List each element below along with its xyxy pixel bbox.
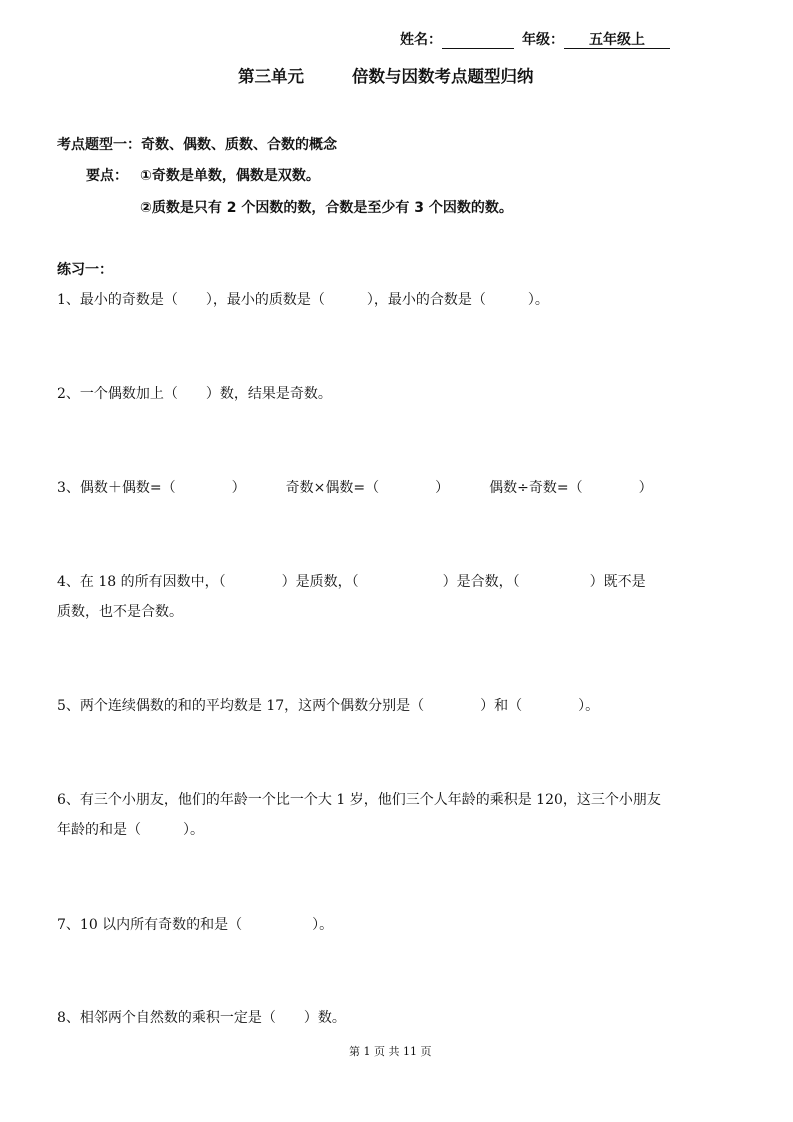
question-3 <box>57 479 653 497</box>
question-5: 5、两个连续偶数的和的平均数是 17，这两个偶数分别是（ ）和（ ）。 <box>57 698 600 714</box>
name-blank[interactable] <box>442 32 514 49</box>
grade-value: 五年级上 <box>564 32 670 49</box>
key-points-label: 要点： <box>86 168 128 184</box>
name-label: 姓名： <box>400 32 442 48</box>
page-footer: 第 1 页 共 11 页 <box>349 1045 432 1058</box>
question-3a: 3、偶数＋偶数=（ ） <box>57 480 246 496</box>
page-title <box>238 68 534 86</box>
question-2: 2、一个偶数加上（ ）数，结果是奇数。 <box>57 386 332 402</box>
question-7: 7、10 以内所有奇数的和是（ ）。 <box>57 917 334 933</box>
question-3c: 偶数÷奇数=（ ） <box>489 480 653 496</box>
question-8: 8、相邻两个自然数的乘积一定是（ ）数。 <box>57 1010 346 1026</box>
key-point-1: ①奇数是单数，偶数是双数。 <box>140 168 320 184</box>
question-4-cont: 质数，也不是合数。 <box>57 604 183 620</box>
grade-label: 年级： <box>522 32 564 48</box>
topic-title: 倍数与因数考点题型归纳 <box>352 67 534 86</box>
section-heading: 考点题型一：奇数、偶数、质数、合数的概念 <box>57 137 337 153</box>
unit-title: 第三单元 <box>238 67 304 86</box>
question-4: 4、在 18 的所有因数中，（ ）是质数，（ ）是合数，（ ）既不是 <box>57 574 646 590</box>
question-6-cont: 年龄的和是（ ）。 <box>57 822 204 838</box>
key-point-2: ②质数是只有 2 个因数的数，合数是至少有 3 个因数的数。 <box>140 200 513 216</box>
question-1: 1、最小的奇数是（ ），最小的质数是（ ），最小的合数是（ ）。 <box>57 292 549 308</box>
exercise-heading: 练习一： <box>57 262 113 278</box>
header-fields <box>400 31 670 49</box>
question-3b: 奇数×偶数=（ ） <box>285 480 450 496</box>
question-6: 6、有三个小朋友，他们的年龄一个比一个大 1 岁，他们三个人年龄的乘积是 120，这三个小朋友 <box>57 792 661 808</box>
